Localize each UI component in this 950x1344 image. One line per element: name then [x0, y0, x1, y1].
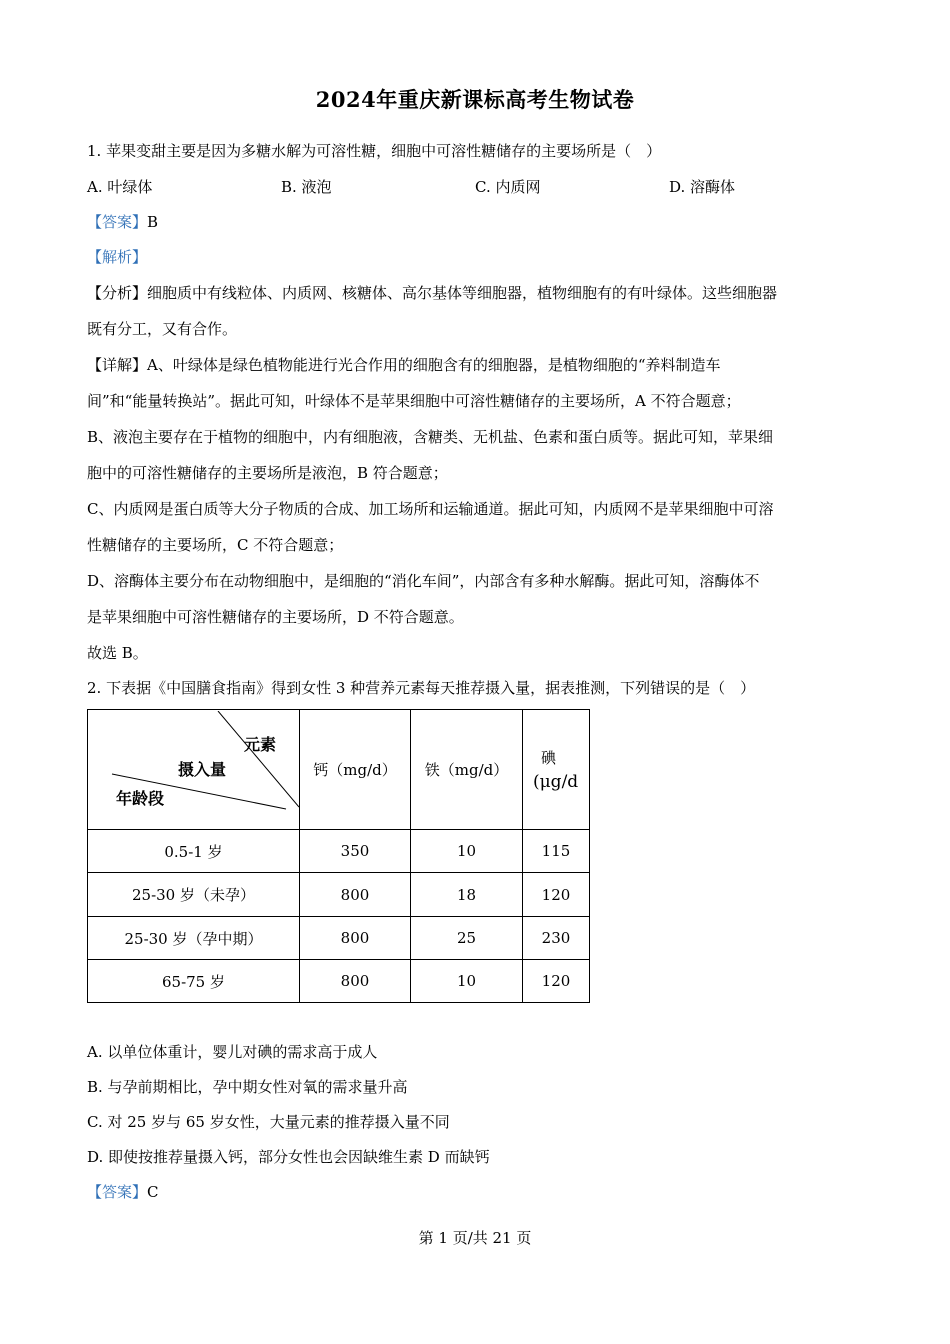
table-cell: 350 — [300, 830, 411, 873]
corner-label-intake: 摄入量 — [178, 759, 227, 779]
q1-stem: 1. 苹果变甜主要是因为多糖水解为可溶性糖，细胞中可溶性糖储存的主要场所是（ ） — [87, 142, 662, 160]
q1-analysis-tag: 【解析】 — [87, 248, 148, 266]
q2-option-d: D. 即使按推荐量摄入钙，部分女性也会因缺维生素 D 而缺钙 — [87, 1148, 490, 1166]
header-calcium: 钙（mg/d） — [300, 710, 411, 830]
q2-option-b: B. 与孕前期相比，孕中期女性对氧的需求量升高 — [87, 1078, 408, 1096]
table-cell-age: 0.5-1 岁 — [88, 830, 300, 873]
corner-label-age: 年龄段 — [116, 788, 165, 808]
q1-explanation-line: 【分析】细胞质中有线粒体、内质网、核糖体、高尔基体等细胞器，植物细胞有的有叶绿体。这些细胞器 — [87, 284, 778, 302]
q1-option-b: B. 液泡 — [281, 178, 332, 196]
table-cell-age: 25-30 岁（未孕） — [88, 873, 300, 917]
q1-answer — [87, 212, 158, 232]
q1-explanation-line: 是苹果细胞中可溶性糖储存的主要场所，D 不符合题意。 — [87, 608, 464, 626]
table-row — [88, 873, 590, 917]
q1-explanation-line: 性糖储存的主要场所，C 不符合题意； — [87, 536, 344, 554]
nutrient-table — [87, 709, 590, 1003]
table-row — [88, 917, 590, 960]
answer-value: C — [147, 1183, 159, 1201]
table-cell: 800 — [300, 917, 411, 960]
q1-conclusion: 故选 B。 — [87, 644, 148, 662]
q1-explanation-line: B、液泡主要存在于植物的细胞中，内有细胞液，含糖类、无机盐、色素和蛋白质等。据此可知，苹果细 — [87, 428, 774, 446]
q1-option-d: D. 溶酶体 — [669, 178, 736, 196]
q1-explanation-line: 间”和“能量转换站”。据此可知，叶绿体不是苹果细胞中可溶性糖储存的主要场所，A 不符合题意； — [87, 392, 741, 410]
table-cell-age: 25-30 岁（孕中期） — [88, 917, 300, 960]
q1-explanation-line: 【详解】A、叶绿体是绿色植物能进行光合作用的细胞含有的细胞器，是植物细胞的“养料制造车 — [87, 356, 721, 374]
table-cell: 230 — [523, 917, 590, 960]
page-footer: 第 1 页/共 21 页 — [418, 1229, 532, 1247]
table-row — [88, 960, 590, 1003]
q1-option-c: C. 内质网 — [475, 178, 541, 196]
answer-tag: 【答案】 — [87, 1183, 148, 1201]
header-iodine-unit: (μg/d — [533, 771, 579, 792]
table-cell: 10 — [411, 830, 523, 873]
table-cell: 800 — [300, 873, 411, 917]
header-iron: 铁（mg/d） — [411, 710, 523, 830]
table-cell: 115 — [523, 830, 590, 873]
table-cell: 10 — [411, 960, 523, 1003]
q2-option-a: A. 以单位体重计，婴儿对碘的需求高于成人 — [87, 1043, 378, 1061]
q1-option-a: A. 叶绿体 — [87, 178, 153, 196]
table-cell: 800 — [300, 960, 411, 1003]
q1-explanation-line: D、溶酶体主要分布在动物细胞中，是细胞的“消化车间”，内部含有多种水解酶。据此可知，溶酶体不 — [87, 572, 760, 590]
page-title: 2024年重庆新课标高考生物试卷 — [315, 87, 635, 112]
table-corner-cell — [88, 710, 300, 830]
header-iodine — [523, 710, 590, 830]
table-row — [88, 830, 590, 873]
q2-answer — [87, 1182, 159, 1202]
table-cell: 120 — [523, 960, 590, 1003]
q1-explanation-line: 既有分工，又有合作。 — [87, 320, 238, 338]
table-cell: 18 — [411, 873, 523, 917]
q2-option-c: C. 对 25 岁与 65 岁女性，大量元素的推荐摄入量不同 — [87, 1113, 450, 1131]
corner-label-element: 元素 — [244, 734, 277, 754]
table-header-row — [88, 710, 590, 830]
answer-value: B — [147, 213, 159, 231]
answer-tag: 【答案】 — [87, 213, 148, 231]
table-cell: 25 — [411, 917, 523, 960]
q1-explanation-line: C、内质网是蛋白质等大分子物质的合成、加工场所和运输通道。据此可知，内质网不是苹果细胞中可溶 — [87, 500, 774, 518]
table-cell-age: 65-75 岁 — [88, 960, 300, 1003]
q2-stem: 2. 下表据《中国膳食指南》得到女性 3 种营养元素每天推荐摄入量，据表推测，下列错误的是（ ） — [87, 679, 756, 697]
table-cell: 120 — [523, 873, 590, 917]
header-iodine-name: 碘 — [541, 748, 557, 767]
q1-explanation-line: 胞中的可溶性糖储存的主要场所是液泡，B 符合题意； — [87, 464, 448, 482]
